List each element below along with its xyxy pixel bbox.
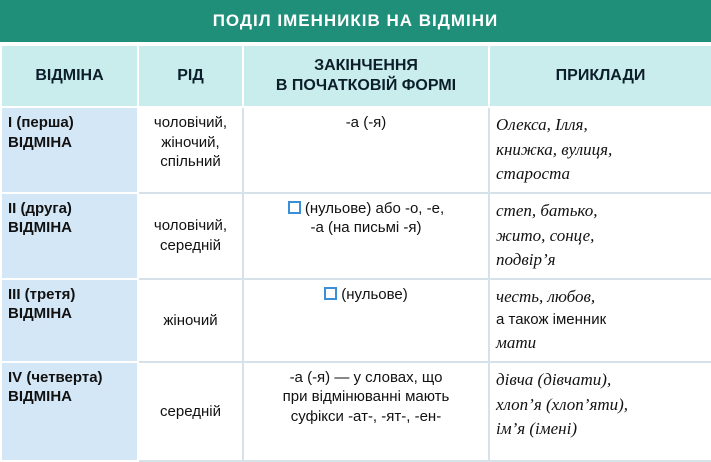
gender-cell <box>138 107 243 193</box>
declension-word: ВІДМІНА <box>8 388 73 406</box>
header-ending-line1: ЗАКІНЧЕННЯ <box>314 57 418 74</box>
example-line: а також іменник <box>496 311 607 329</box>
gender-cell <box>138 193 243 279</box>
example-line: дівча (дівчати), <box>496 369 612 389</box>
header-declension: ВІДМІНА <box>1 45 138 107</box>
table-title: ПОДІЛ ІМЕННИКІВ НА ВІДМІНИ <box>0 0 711 44</box>
ending-cell <box>243 279 489 362</box>
table-row <box>1 279 711 362</box>
example-line: хлоп’я (хлоп’яти), <box>496 394 629 414</box>
gender-line: спільний <box>160 153 221 170</box>
examples-cell <box>489 107 711 193</box>
example-line: подвір’я <box>496 250 556 270</box>
ending-line <box>250 285 482 305</box>
table-row <box>1 107 711 193</box>
header-row <box>1 45 711 107</box>
declension-cell <box>1 107 138 193</box>
declension-word: ВІДМІНА <box>8 219 73 237</box>
ending-line: -а (-я) — у словах, що <box>289 368 443 386</box>
declension-cell <box>1 279 138 362</box>
gender-line: чоловічий, <box>153 114 228 131</box>
declension-number: IV (четверта) <box>8 368 103 386</box>
gender-line: жіночий <box>163 311 218 329</box>
declension-number: III (третя) <box>8 285 76 303</box>
declension-number: II (друга) <box>8 199 72 217</box>
header-gender: РІД <box>138 45 243 107</box>
ending-line: -а (-я) <box>345 114 387 131</box>
header-ending-line2: В ПОЧАТКОВІЙ ФОРМІ <box>275 77 457 94</box>
null-ending-square-icon <box>324 287 337 300</box>
example-line: староста <box>496 164 571 184</box>
gender-line: чоловічий, <box>153 217 228 235</box>
gender-line: середній <box>160 236 221 254</box>
ending-text: (нульове) або -о, -е, <box>304 199 445 217</box>
ending-cell <box>243 193 489 279</box>
example-line: Олекса, Ілля, <box>496 115 588 134</box>
header-examples: ПРИКЛАДИ <box>489 45 711 107</box>
example-line: ім’я (імені) <box>496 419 577 439</box>
declension-cell <box>1 362 138 461</box>
declension-cell <box>1 193 138 279</box>
example-line: мати <box>496 333 537 353</box>
ending-cell <box>243 107 489 193</box>
ending-line: суфікси -ат-, -ят-, -ен- <box>290 407 442 425</box>
example-line: степ, батько, <box>496 200 598 220</box>
example-line: честь, любов, <box>496 286 596 306</box>
table-row <box>1 362 711 461</box>
example-line: жито, сонце, <box>496 225 595 245</box>
declension-number: I (перша) <box>8 114 74 131</box>
examples-cell <box>489 362 711 461</box>
ending-cell <box>243 362 489 461</box>
ending-line <box>250 199 482 219</box>
gender-cell <box>138 362 243 461</box>
ending-line: -а (на письмі -я) <box>310 219 422 237</box>
example-line: книжка, вулиця, <box>496 139 613 159</box>
null-ending-square-icon <box>288 201 301 214</box>
examples-cell <box>489 279 711 362</box>
table-row <box>1 193 711 279</box>
gender-line: жіночий, <box>161 133 220 151</box>
declension-table <box>0 44 711 462</box>
gender-cell <box>138 279 243 362</box>
header-ending <box>243 45 489 107</box>
gender-line: середній <box>160 402 221 420</box>
declension-word: ВІДМІНА <box>8 133 73 151</box>
ending-line: при відмінюванні мають <box>282 388 450 406</box>
declension-word: ВІДМІНА <box>8 305 73 323</box>
examples-cell <box>489 193 711 279</box>
ending-text: (нульове) <box>341 285 408 303</box>
